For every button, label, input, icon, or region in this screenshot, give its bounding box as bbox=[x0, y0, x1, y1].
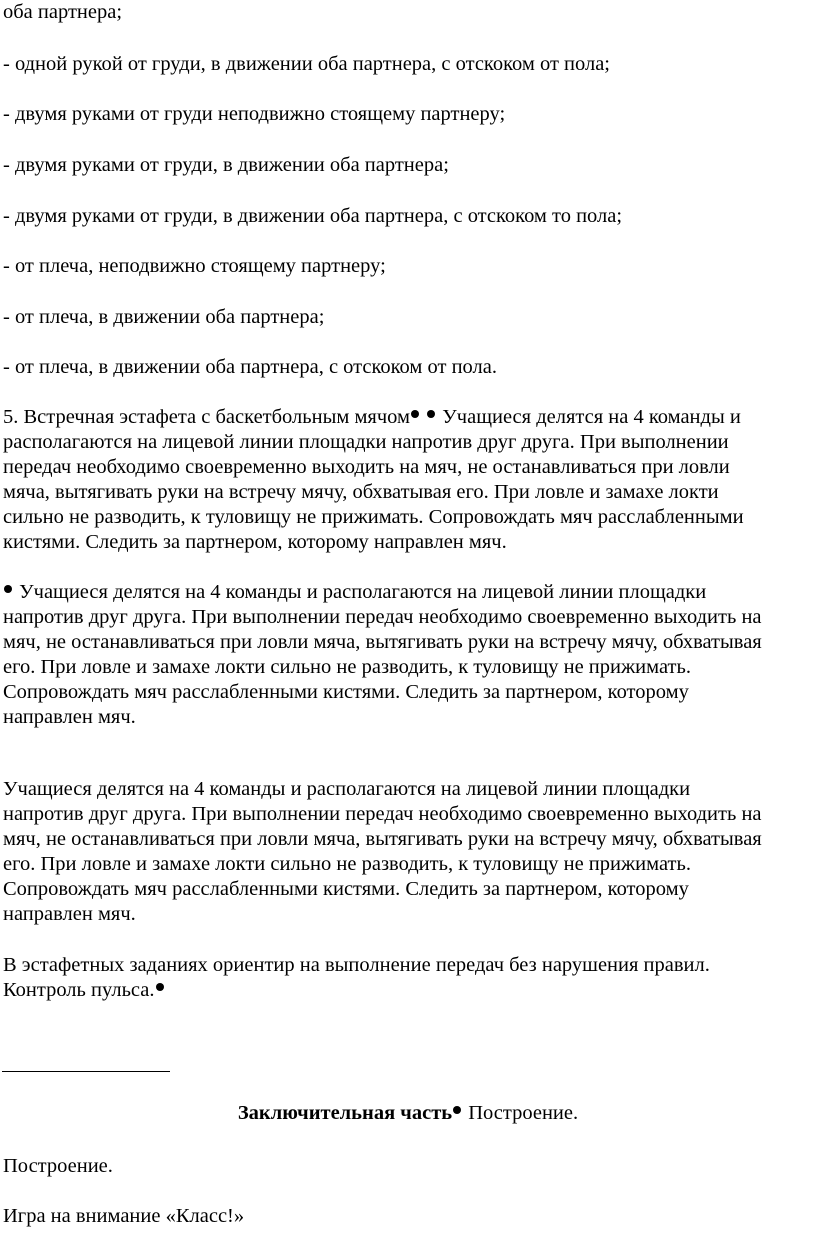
bullet-icon bbox=[156, 983, 164, 991]
paragraph-line: направлен мяч. bbox=[3, 903, 136, 925]
exercise-5-first-line bbox=[3, 405, 815, 430]
paragraph-line: передач необходимо своевременно выходить на мяч, не останавливаться при ловли bbox=[3, 456, 730, 478]
bullet-icon bbox=[453, 1106, 461, 1114]
bullet-icon bbox=[4, 585, 12, 593]
section-heading-bold: Заключительная часть bbox=[237, 1102, 453, 1124]
list-item: - двумя руками от груди, в движении оба партнера, с отскоком то пола; bbox=[3, 205, 623, 227]
bullet-icon bbox=[427, 410, 435, 418]
paragraph-line: Сопровождать мяч расслабленными кистями. Следить за партнером, которому bbox=[3, 681, 689, 703]
bullet-icon bbox=[411, 410, 419, 418]
paragraph-line: В эстафетных заданиях ориентир на выполнение передач без нарушения правил. bbox=[3, 954, 710, 976]
relay-note bbox=[3, 953, 815, 1003]
final-section-heading bbox=[0, 1101, 816, 1126]
exercise-5-first-line-rest: Учащиеся делятся на 4 команды и bbox=[442, 406, 741, 428]
list-item: - от плеча, неподвижно стоящему партнеру; bbox=[3, 255, 386, 277]
section-heading-rest: Построение. bbox=[468, 1102, 579, 1124]
paragraph-line: Учащиеся делятся на 4 команды и располагаются на лицевой линии площадки bbox=[3, 778, 691, 800]
paragraph-line: Контроль пульса. bbox=[3, 979, 155, 1001]
paragraph-line: его. При ловле и замахе локти сильно не разводить, к туловищу не прижимать. bbox=[3, 853, 691, 875]
paragraph-line: Сопровождать мяч расслабленными кистями. Следить за партнером, которому bbox=[3, 878, 689, 900]
list-item: - от плеча, в движении оба партнера; bbox=[3, 306, 325, 328]
paragraph-line: мяч, не останавливаться при ловли мяча, вытягивать руки на встречу мячу, обхватывая bbox=[3, 631, 762, 653]
paragraph-line: Построение. bbox=[3, 1155, 113, 1177]
footnote-divider bbox=[2, 1071, 170, 1072]
list-item: - от плеча, в движении оба партнера, с отскоком от пола. bbox=[3, 356, 497, 378]
list-item: - двумя руками от груди неподвижно стоящему партнеру; bbox=[3, 103, 506, 125]
bullet-paragraph bbox=[3, 580, 815, 730]
paragraph-line: напротив друг друга. При выполнении передач необходимо своевременно выходить на bbox=[3, 606, 762, 628]
paragraph-line: напротив друг друга. При выполнении передач необходимо своевременно выходить на bbox=[3, 803, 762, 825]
paragraph-line: Учащиеся делятся на 4 команды и располагаются на лицевой линии площадки bbox=[19, 581, 707, 603]
list-item: - двумя руками от груди, в движении оба партнера; bbox=[3, 154, 449, 176]
paragraph-line: направлен мяч. bbox=[3, 706, 136, 728]
paragraph-line: располагаются на лицевой линии площадки напротив друг друга. При выполнении bbox=[3, 431, 729, 453]
plain-paragraph bbox=[3, 777, 815, 927]
exercise-5-title: 5. Встречная эстафета с баскетбольным мячом bbox=[3, 406, 411, 428]
paragraph-line: кистями. Следить за партнером, которому направлен мяч. bbox=[3, 531, 507, 553]
list-item: - одной рукой от груди, в движении оба партнера, с отскоком от пола; bbox=[3, 53, 611, 75]
exercise-5-paragraph bbox=[3, 405, 815, 555]
paragraph-line: мяч, не останавливаться при ловли мяча, вытягивать руки на встречу мячу, обхватывая bbox=[3, 828, 762, 850]
paragraph-line: мяча, вытягивать руки на встречу мячу, обхватывая его. При ловле и замахе локти bbox=[3, 481, 719, 503]
paragraph-line: его. При ловле и замахе локти сильно не разводить, к туловищу не прижимать. bbox=[3, 656, 691, 678]
paragraph-line: Игра на внимание «Класс!» bbox=[3, 1205, 245, 1227]
paragraph-line: сильно не разводить, к туловищу не прижимать. Сопровождать мяч расслабленными bbox=[3, 506, 744, 528]
list-item: оба партнера; bbox=[3, 1, 123, 23]
